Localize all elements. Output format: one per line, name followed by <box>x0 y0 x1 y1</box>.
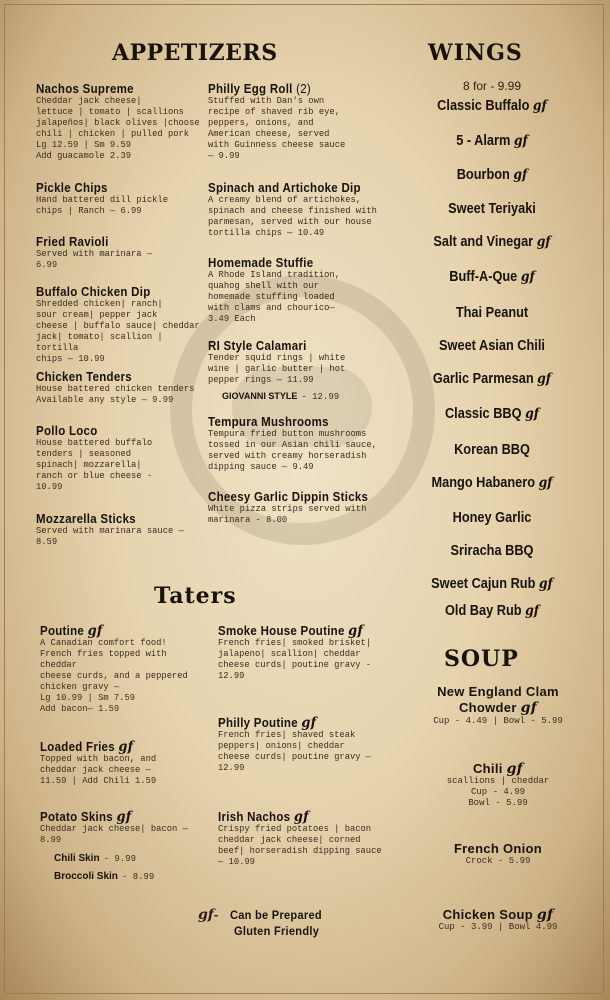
wing-flavor-name: Sweet Cajun Rub <box>431 576 536 592</box>
gf-marker: gf <box>348 623 364 639</box>
item-description: Cup - 3.99 | Bowl 4.99 <box>438 922 558 932</box>
item-title: French Onion <box>453 841 543 856</box>
gf-marker: gf <box>293 809 309 825</box>
item-title-text: Poutine <box>40 624 85 638</box>
gf-marker: gf <box>116 809 132 825</box>
item-description: Tempura fried button mushrooms tossed in our Asian chili sauce, served with creamy horseradish dipping sauce — 9.49 <box>208 429 377 472</box>
gf-marker: gf <box>525 406 540 422</box>
appetizer-nachos-supreme <box>36 82 206 162</box>
item-description: A creamy blend of artichokes, spinach and cheese finished with parmesan, served with our house tortilla chips — 10.49 <box>208 195 377 238</box>
variant-label: Chili Skin <box>54 853 100 864</box>
wing-flavor <box>404 543 580 559</box>
soup-heading: SOUP <box>444 646 519 672</box>
wing-flavor <box>404 510 580 526</box>
item-title: Tempura Mushrooms <box>208 415 329 429</box>
gf-marker: gf <box>513 167 528 183</box>
gf-marker: gf <box>536 234 551 250</box>
item-description: Served with marinara sauce — 8.59 <box>36 526 184 547</box>
skin-variant <box>54 848 215 866</box>
appetizer-ri-style-calamari <box>208 339 383 404</box>
skin-variant <box>54 866 215 884</box>
tater-poutine <box>40 624 215 715</box>
wing-flavor-name: Sweet Teriyaki <box>448 201 536 217</box>
item-title: Buffalo Chicken Dip <box>36 285 151 299</box>
item-title-text: Irish Nachos <box>218 810 291 824</box>
variant-price: - 8.99 <box>121 872 155 882</box>
item-title <box>40 624 201 638</box>
gf-marker: gf <box>118 739 134 755</box>
wing-flavor-name: Korean BBQ <box>454 442 530 458</box>
legend-line-2: Gluten Friendly <box>234 924 320 938</box>
wing-flavor <box>404 234 580 250</box>
item-description: French fries| shaved steak peppers| onions| cheddar cheese curds| poutine gravy — 12.99 <box>218 730 372 773</box>
wing-flavor <box>404 475 580 491</box>
item-title: Fried Ravioli <box>36 235 109 249</box>
wings-price: 8 for - 9.99 <box>462 79 522 93</box>
wing-flavor-name: Garlic Parmesan <box>432 371 534 387</box>
wing-flavor <box>404 305 580 321</box>
gf-marker: gf <box>513 133 528 149</box>
wing-flavor-name: Classic BBQ <box>444 406 522 422</box>
wings-heading: WINGS <box>428 40 523 66</box>
item-title: Spinach and Artichoke Dip <box>208 181 361 195</box>
gf-marker: gf <box>525 603 540 619</box>
appetizer-fried-ravioli <box>36 235 206 271</box>
wing-flavor-name: Sweet Asian Chili <box>439 338 545 354</box>
variant-label: Broccoli Skin <box>54 871 118 882</box>
item-title: Pollo Loco <box>36 424 98 438</box>
item-title <box>40 740 201 754</box>
appetizer-mozzarella-sticks <box>36 512 206 548</box>
gf-marker: gf <box>198 907 214 923</box>
item-title <box>40 810 201 824</box>
appetizers-heading: APPETIZERS <box>112 40 278 66</box>
wing-flavor-name: Sriracha BBQ <box>450 543 534 559</box>
item-title: Pickle Chips <box>36 181 108 195</box>
legend-dash: - <box>213 907 219 922</box>
gf-marker: gf <box>87 623 103 639</box>
wing-flavor <box>404 133 580 149</box>
gf-marker: gf <box>506 761 523 777</box>
appetizer-spinach-artichoke-dip <box>208 181 383 239</box>
appetizer-pickle-chips <box>36 181 206 217</box>
wing-flavor <box>404 201 580 217</box>
item-title <box>208 82 369 96</box>
item-description: A Canadian comfort food! French fries topped with cheddar cheese curds, and a peppered chicken gravy — Lg 10.99 | Sm 7.59 Add bacon— 1.59 <box>40 638 188 714</box>
item-description: Stuffed with Dan's own recipe of shaved rib eye, peppers, onions, and American cheese, served with Guinness cheese sauce — 9.99 <box>208 96 346 161</box>
item-description: White pizza strips served with marinara - 8.00 <box>208 504 367 525</box>
item-title-text: Potato Skins <box>40 810 113 824</box>
gluten-free-legend <box>198 906 348 938</box>
item-title: Nachos Supreme <box>36 82 134 96</box>
wing-flavor-name: Old Bay Rub <box>444 603 522 619</box>
item-title <box>218 624 379 638</box>
appetizer-chicken-tenders <box>36 370 206 406</box>
item-title-text: Chili <box>472 761 503 776</box>
wing-flavor <box>404 603 580 619</box>
appetizer-homemade-stuffie <box>208 256 383 325</box>
item-title: Homemade Stuffie <box>208 256 314 270</box>
item-title <box>400 684 596 716</box>
gf-marker: gf <box>537 371 552 387</box>
tater-smoke-house-poutine <box>218 624 393 682</box>
item-description: Served with marinara — 6.99 <box>36 249 153 270</box>
tater-potato-skins <box>40 810 215 884</box>
item-description: Hand battered dill pickle chips | Ranch — 6.99 <box>36 195 168 216</box>
gf-marker: gf <box>538 475 553 491</box>
gf-marker: gf <box>520 700 538 716</box>
wing-flavor-name: Honey Garlic <box>452 510 532 526</box>
taters-heading: Taters <box>154 583 237 609</box>
item-title-text: Smoke House Poutine <box>218 624 345 638</box>
wing-flavor <box>404 269 580 285</box>
tater-loaded-fries <box>40 740 215 787</box>
item-title: Chicken Tenders <box>36 370 132 384</box>
wing-flavor <box>404 338 580 354</box>
item-title <box>218 810 379 824</box>
item-title-text: Chicken Soup <box>442 907 533 922</box>
appetizer-pollo-loco <box>36 424 206 493</box>
appetizer-philly-egg-roll <box>208 82 383 162</box>
item-description: Cheddar jack cheese| bacon — 8.99 <box>40 824 188 845</box>
wing-flavor-name: Mango Habanero <box>431 475 536 491</box>
item-description: Crispy fried potatoes | bacon cheddar jack cheese| corned beef| horseradish dipping sauce — 10.99 <box>218 824 382 867</box>
item-description: Shredded chicken| ranch| sour cream| pepper jack cheese | buffalo sauce| cheddar jack| tomato| scallion | tortilla chips — 10.99 <box>36 299 200 364</box>
gf-marker: gf <box>536 907 554 923</box>
item-title-text: Philly Poutine <box>218 716 298 730</box>
wing-flavor <box>404 371 580 387</box>
wing-flavor <box>404 406 580 422</box>
item-title <box>400 908 596 922</box>
tater-philly-poutine <box>218 716 393 774</box>
wing-flavor-name: Bourbon <box>456 167 510 183</box>
item-description: scallions | cheddar Cup - 4.99 Bowl - 5.99 <box>446 776 550 808</box>
wing-flavor-name: Classic Buffalo <box>437 98 530 114</box>
item-description: Cheddar jack cheese| lettuce | tomato | scallions jalapeños| black olives |choose chili | chicken | pulled pork Lg 12.59 | Sm 9.59 Add guacamole 2.39 <box>36 96 200 161</box>
item-description: French fries| smoked brisket| jalapeno| scallion| cheddar cheese curds| poutine gravy - 12.99 <box>218 638 372 681</box>
wing-flavor-name: 5 - Alarm <box>456 133 511 149</box>
wing-flavor <box>404 167 580 183</box>
wing-flavor <box>404 576 580 592</box>
calamari-variant <box>222 386 383 404</box>
gf-marker: gf <box>538 576 553 592</box>
soup-chili <box>400 762 596 809</box>
wing-flavor <box>404 442 580 458</box>
item-title <box>218 716 379 730</box>
item-description: House battered chicken tenders Available any style — 9.99 <box>36 384 195 405</box>
wing-flavor <box>404 98 580 114</box>
gf-marker: gf <box>301 715 317 731</box>
item-description: House battered buffalo tenders | seasoned spinach| mozzarella| ranch or blue cheese - 10.99 <box>36 438 153 492</box>
wing-flavor-name: Buff-A-Que <box>449 269 518 285</box>
soup-chicken-soup <box>400 908 596 933</box>
item-title <box>400 762 596 776</box>
appetizer-tempura-mushrooms <box>208 415 383 473</box>
item-count: (2) <box>296 82 312 96</box>
item-title-text: New England Clam Chowder <box>437 684 559 715</box>
soup-clam-chowder <box>400 684 596 727</box>
appetizer-buffalo-chicken-dip <box>36 285 206 365</box>
variant-price: - 9.99 <box>103 854 136 864</box>
wing-flavor-name: Thai Peanut <box>455 305 529 321</box>
item-description: Tender squid rings | white wine | garlic butter | hot pepper rings — 11.99 <box>208 353 346 385</box>
item-title: RI Style Calamari <box>208 339 307 353</box>
variant-label: GIOVANNI STYLE <box>222 391 298 401</box>
item-title-text: Loaded Fries <box>40 740 115 754</box>
item-description: Cup - 4.49 | Bowl - 5.99 <box>433 716 563 726</box>
soup-french-onion <box>400 842 596 867</box>
tater-irish-nachos <box>218 810 393 868</box>
item-description: A Rhode Island tradition, quahog shell with our homemade stuffing loaded with clams and chourico— 3.49 Each <box>208 270 340 324</box>
item-description: Crock - 5.99 <box>465 856 531 866</box>
appetizer-cheesy-garlic-dippin-sticks <box>208 490 383 526</box>
wing-flavor-name: Salt and Vinegar <box>433 234 534 250</box>
item-title: Cheesy Garlic Dippin Sticks <box>208 490 369 504</box>
item-title-text: Philly Egg Roll <box>208 82 293 96</box>
gf-marker: gf <box>520 269 535 285</box>
item-title: Mozzarella Sticks <box>36 512 136 526</box>
gf-marker: gf <box>532 98 547 114</box>
item-description: Topped with bacon, and cheddar jack cheese — 11.59 | Add Chili 1.59 <box>40 754 157 786</box>
legend-line-1: Can be Prepared <box>230 908 323 922</box>
variant-price: - 12.99 <box>301 392 340 402</box>
